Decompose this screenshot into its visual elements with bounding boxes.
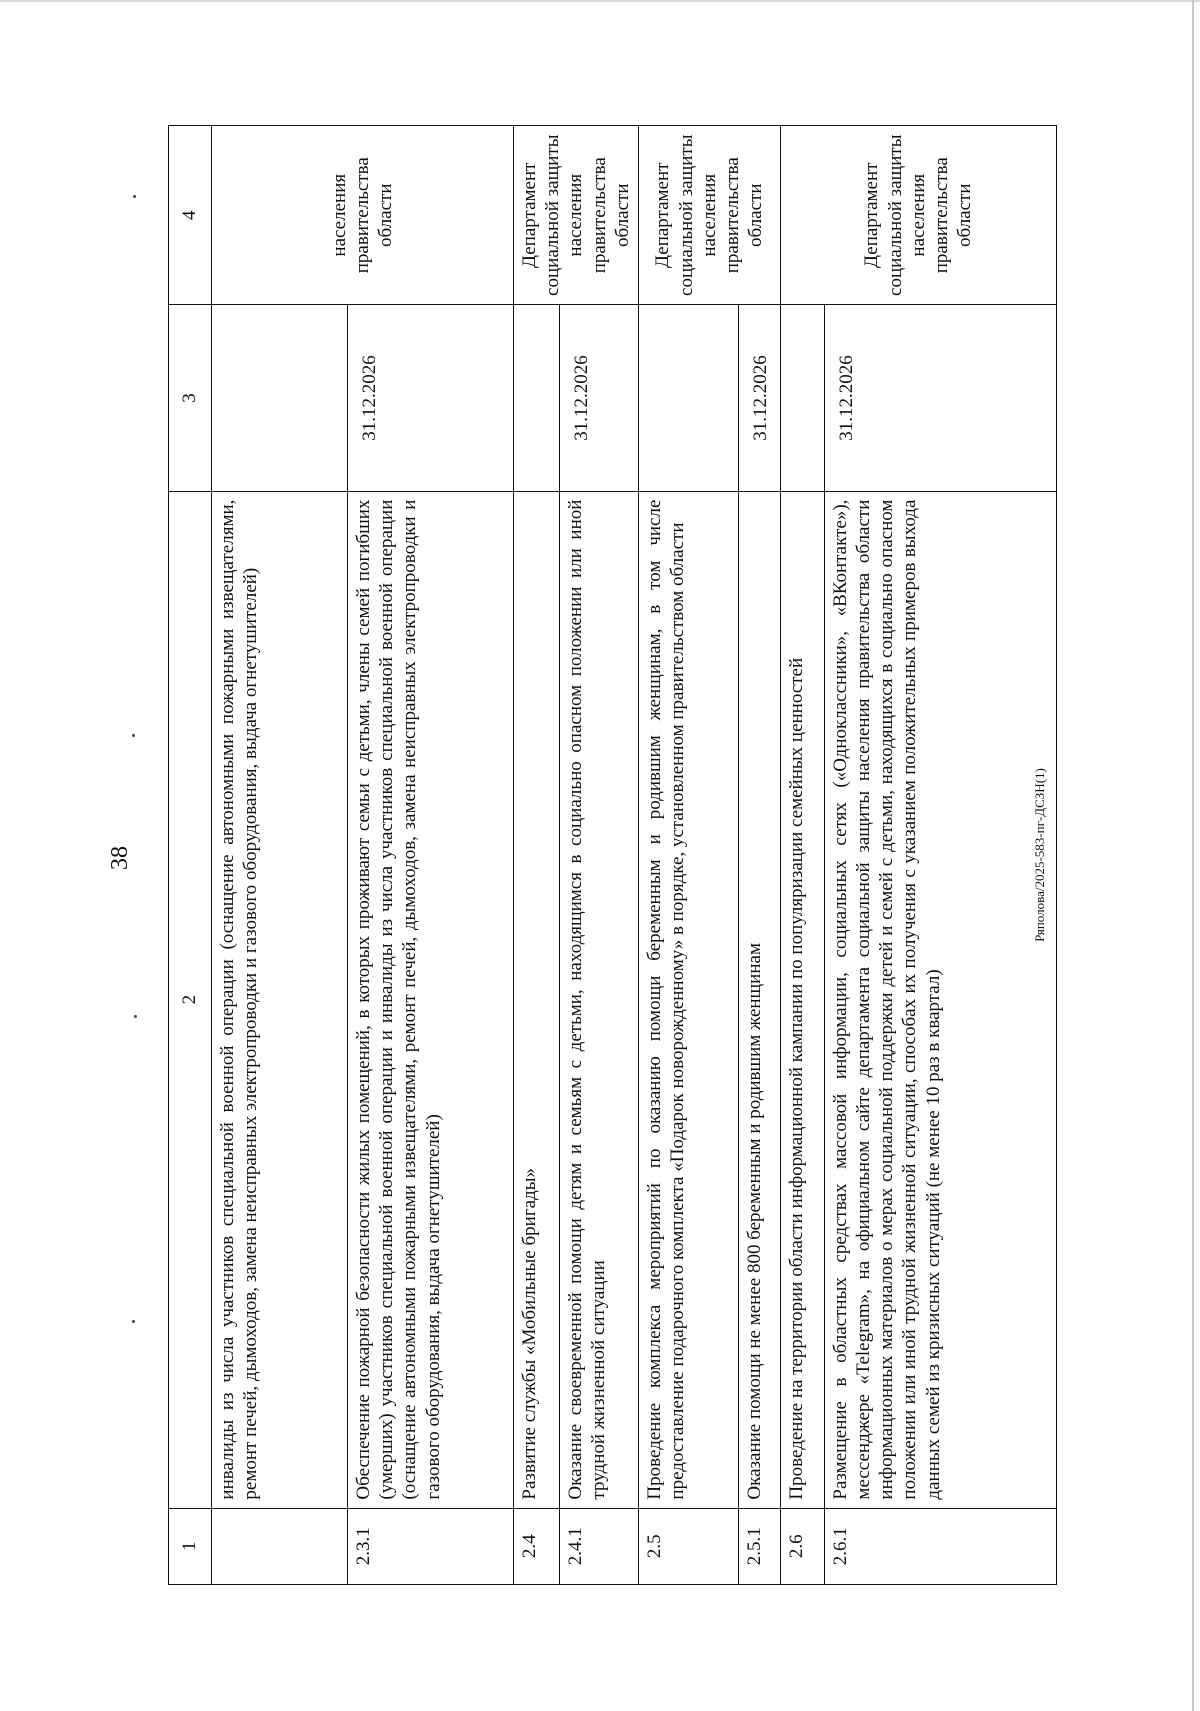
table-row [780, 126, 824, 1585]
row-deadline: 31.12.2026 [559, 305, 638, 491]
row-description: Проведение комплекса мероприятий по оказанию помощи беременным и родившим женщинам, в том числе предоставление подарочного комплекта «Подарок новорожденному» в порядке, установленном правительством области [638, 491, 738, 1508]
scan-speck [134, 1015, 137, 1018]
row-description: Оказание своевременной помощи детям и семьям с детьми, находящимся в социально опасном положении или иной трудной жизненной ситуации [559, 491, 638, 1508]
table-container [168, 125, 1046, 1585]
table-row [638, 126, 738, 1585]
document-reference: Ряполова/2025-583-пг-ДСЗН(1) [1032, 768, 1047, 942]
table-row [348, 126, 514, 1585]
row-description: Оказание помощи не менее 800 беременным и родившим женщинам [738, 491, 780, 1508]
row-deadline [212, 305, 348, 491]
row-responsible: Департамент социальной защиты населения правительства области [514, 126, 639, 305]
row-deadline: 31.12.2026 [824, 305, 1056, 491]
column-header: 1 [169, 1508, 212, 1584]
row-number: 2.6.1 [824, 1508, 1056, 1584]
row-number: 2.4 [514, 1508, 560, 1584]
column-header: 4 [169, 126, 212, 305]
table-row [559, 126, 638, 1585]
row-number: 2.5.1 [738, 1508, 780, 1584]
row-description: Размещение в областных средствах массовой информации, социальных сетях («Одноклассники», «ВКонтакте»), мессенджере «Telegram», на официальном сайте департамента социальной защиты населения правительства области информационных материалов о мерах социальной поддержки детей и семей с детьми, находящихся в социально опасном положении или иной трудной жизненной ситуации, способах их получения с указанием положительных примеров выхода данных семей из кризисных ситуаций (не менее 10 раз в квартал) [824, 491, 1056, 1508]
column-header: 2 [169, 491, 212, 1508]
row-number: 2.4.1 [559, 1508, 638, 1584]
table-row [738, 126, 780, 1585]
row-number: 2.3.1 [348, 1508, 514, 1584]
table-row [824, 126, 1056, 1585]
column-header: 3 [169, 305, 212, 491]
row-description: Обеспечение пожарной безопасности жилых помещений, в которых проживают семьи с детьми, члены семей погибших (умерших) участников специальной военной операции и инвалиды из числа участников специальной военной операции (оснащение автономными пожарными извещателями, ремонт печей, дымоходов, замена неисправных электропроводки и газового оборудования, выдача огнетушителей) [348, 491, 514, 1508]
table-row [212, 126, 348, 1585]
table-row [514, 126, 560, 1585]
row-description: Проведение на территории области информационной кампании по популяризации семейных ценностей [780, 491, 824, 1508]
row-deadline: 31.12.2026 [348, 305, 514, 491]
row-deadline [638, 305, 738, 491]
row-deadline [780, 305, 824, 491]
table-header-row [169, 126, 212, 1585]
row-description: Развитие службы «Мобильные бригады» [514, 491, 560, 1508]
row-number [212, 1508, 348, 1584]
row-number: 2.5 [638, 1508, 738, 1584]
row-responsible: Департамент социальной защиты населения правительства области [780, 126, 1056, 305]
row-deadline [514, 305, 560, 491]
page-number: 38 [107, 846, 133, 870]
scan-speck [132, 1320, 135, 1323]
row-number: 2.6 [780, 1508, 824, 1584]
scan-edge-right [1192, 0, 1194, 1711]
row-responsible: Департамент социальной защиты населения правительства области [638, 126, 780, 305]
scan-speck [133, 195, 136, 198]
row-deadline: 31.12.2026 [738, 305, 780, 491]
row-responsible: населения правительства области [212, 126, 514, 305]
scan-speck [132, 734, 135, 737]
row-description: инвалиды из числа участников специальной военной операции (оснащение автономными пожарными извещателями, ремонт печей, дымоходов, замена неисправных электропроводки и газового оборудования, выдача огнетушителей) [212, 491, 348, 1508]
scan-edge-top [0, 0, 1200, 2]
measures-table [168, 125, 1057, 1585]
